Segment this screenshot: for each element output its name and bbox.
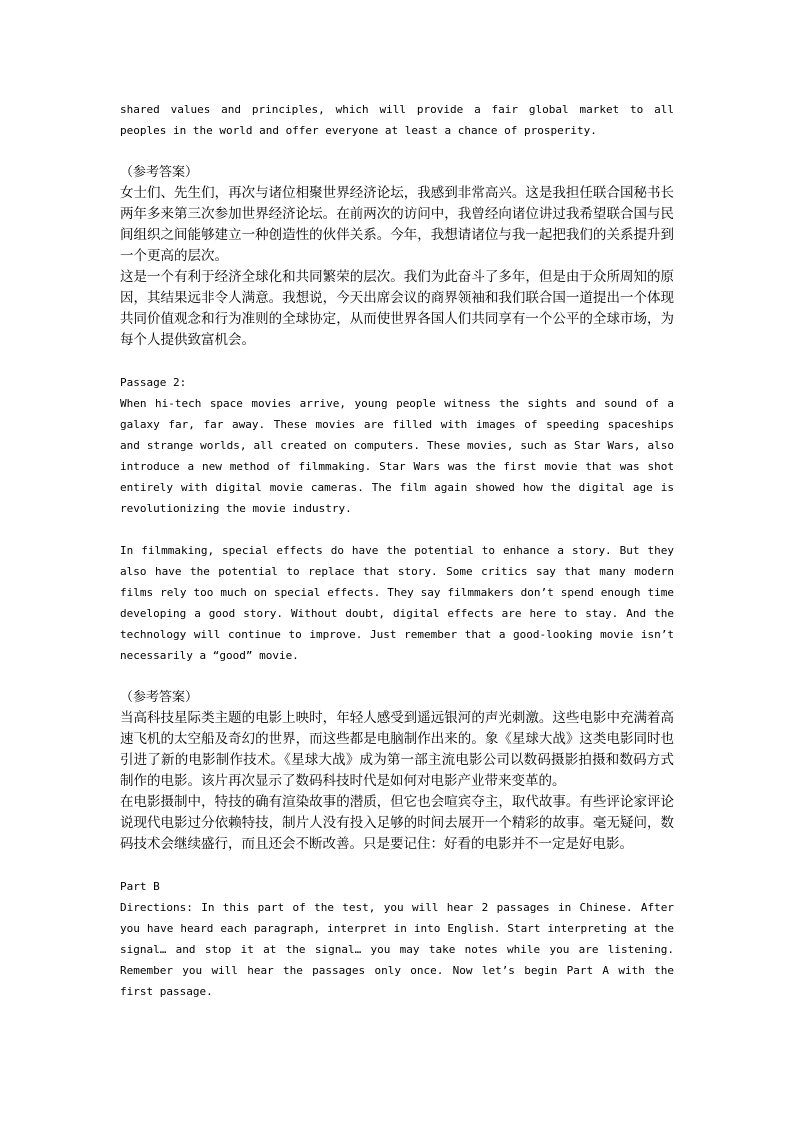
spacer	[120, 351, 674, 372]
passage1-answer-paragraph-2: 这是一个有利于经济全球化和共同繁荣的层次。我们为此奋斗了多年，但是由于众所周知的原因，其结果远非令人满意。我想说，今天出席会议的商界领袖和我们联合国一道提出一个体现共同价值观念和行为准则的全球协定，从而使世界各国人们共同享有一个公平的全球市场，为每个人提供致富机会。	[120, 269, 674, 348]
spacer	[120, 141, 674, 162]
partB-directions: Directions: In this part of the test, you will hear 2 passages in Chinese. After you have heard each paragraph, interpret in into English. Start interpreting at the signal… and stop it at the signal… you may take notes while you are listening. Remember you will hear the passages only once. Now let’s begin Part A with the first passage.	[120, 901, 674, 998]
passage2-answer-paragraph-2: 在电影摄制中，特技的确有渲染故事的潜质，但它也会喧宾夺主，取代故事。有些评论家评论说现代电影过分依赖特技，制片人没有投入足够的时间去展开一个精彩的故事。毫无疑问，数码技术会继续盛行，而且还会不断改善。只是要记住：好看的电影并不一定是好电影。	[120, 794, 674, 852]
passage2-english-paragraph-2: In filmmaking, special effects do have the potential to enhance a story. But they also have the potential to replace that story. Some critics say that many modern films rely too much on special effects. They say filmmakers don’t spend enough time developing a good story. Without doubt, digital effects are here to stay. And the technology will continue to improve. Just remember that a good-looking movie isn’t necessarily a “good” movie.	[120, 544, 674, 662]
passage2-answer-label: （参考答案）	[120, 690, 199, 705]
passage1-answer-label: （参考答案）	[120, 165, 199, 180]
passage1-answer-paragraph-1: 女士们、先生们，再次与诸位相聚世界经济论坛，我感到非常高兴。这是我担任联合国秘书长两年多来第三次参加世界经济论坛。在前两次的访问中，我曾经向诸位讲过我希望联合国与民间组织之间能够建立一种创造性的伙伴关系。今年，我想请诸位与我一起把我们的关系提升到一个更高的层次。	[120, 185, 674, 264]
document-page	[120, 99, 674, 1002]
spacer	[120, 666, 674, 687]
spacer	[120, 519, 674, 540]
partB-heading: Part B	[120, 880, 160, 893]
spacer	[120, 855, 674, 876]
passage1-english-tail: shared values and principles, which will provide a fair global market to all peoples in the world and offer everyone at least a chance of prosperity.	[120, 103, 674, 137]
passage2-heading: Passage 2:	[120, 376, 187, 389]
passage2-answer-paragraph-1: 当高科技星际类主题的电影上映时，年轻人感受到遥远银河的声光刺激。这些电影中充满着高速飞机的太空船及奇幻的世界，而这些都是电脑制作出来的。象《星球大战》这类电影同时也引进了新的电影制作技术。《星球大战》成为第一部主流电影公司以数码摄影拍摄和数码方式制作的电影。该片再次显示了数码科技时代是如何对电影产业带来变革的。	[120, 710, 674, 789]
passage2-english-paragraph-1: When hi-tech space movies arrive, young people witness the sights and sound of a galaxy far, far away. These movies are filled with images of speeding spaceships and strange worlds, all created on computers. These movies, such as Star Wars, also introduce a new method of filmmaking. Star Wars was the first movie that was shot entirely with digital movie cameras. The film again showed how the digital age is revolutionizing the movie industry.	[120, 397, 674, 515]
